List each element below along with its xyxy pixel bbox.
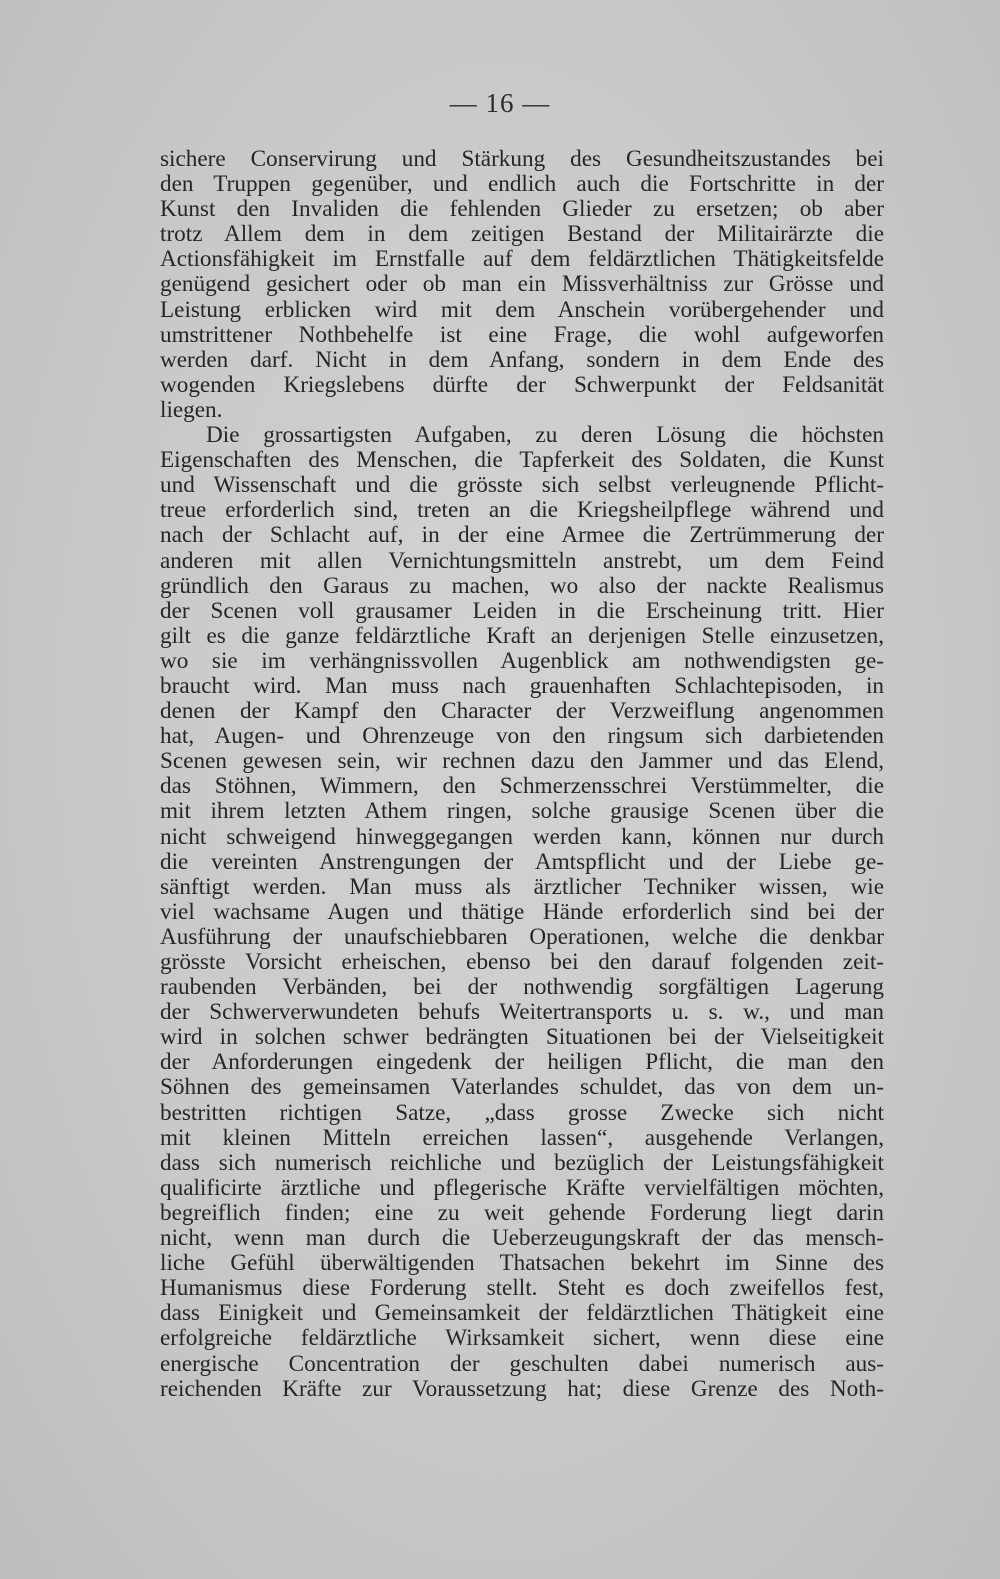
text-line: nicht schweigend hinweggegangen werden kann, können nur durch (160, 824, 884, 850)
paragraph-1 (160, 147, 884, 423)
text-line: mit ihrem letzten Athem ringen, solche grausige Scenen über die (160, 799, 884, 825)
text-line: Scenen gewesen sein, wir rechnen dazu den Jammer und das Elend, (160, 749, 884, 775)
text-line: Söhnen des gemeinsamen Vaterlandes schuldet, das von dem un- (160, 1075, 884, 1101)
text-line: dass sich numerisch reichliche und bezüglich der Leistungsfähigkeit (160, 1150, 884, 1176)
text-line: energische Concentration der geschulten dabei numerisch aus- (160, 1351, 884, 1377)
text-line: liegen. (160, 397, 223, 423)
text-line: raubenden Verbänden, bei der nothwendig sorgfältigen Lagerung (160, 975, 884, 1001)
text-line: der Anforderungen eingedenk der heiligen Pflicht, die man den (160, 1050, 884, 1076)
text-line: Actionsfähigkeit im Ernstfalle auf dem feldärztlichen Thätigkeitsfelde (160, 247, 884, 273)
text-line: wo sie im verhängnissvollen Augenblick am nothwendigsten ge- (160, 648, 884, 674)
text-line: hat, Augen- und Ohrenzeuge von den ringsum sich darbietenden (160, 724, 884, 750)
text-line: und Wissenschaft und die grösste sich selbst verleugnende Pflicht- (160, 473, 884, 499)
text-line: wird in solchen schwer bedrängten Situationen bei der Vielseitigkeit (160, 1025, 884, 1051)
text-line: mit kleinen Mitteln erreichen lassen“, ausgehende Verlangen, (160, 1125, 884, 1151)
text-line: werden darf. Nicht in dem Anfang, sondern in dem Ende des (160, 347, 884, 373)
text-line: begreiflich finden; eine zu weit gehende Forderung liegt darin (160, 1200, 884, 1226)
text-line: genügend gesichert oder ob man ein Missverhältniss zur Grösse und (160, 272, 884, 298)
text-line: Ausführung der unaufschiebbaren Operationen, welche die denkbar (160, 924, 884, 950)
text-line: grösste Vorsicht erheischen, ebenso bei den darauf folgenden zeit- (160, 950, 884, 975)
text-line: bestritten richtigen Satze, „dass grosse Zwecke sich nicht (160, 1100, 884, 1126)
text-line: Humanismus diese Forderung stellt. Steht es doch zweifellos fest, (160, 1276, 884, 1302)
text-line: die vereinten Anstrengungen der Amtspflicht und der Liebe ge- (160, 849, 884, 875)
text-line: liche Gefühl überwältigenden Thatsachen bekehrt im Sinne des (160, 1251, 884, 1277)
text-line: wogenden Kriegslebens dürfte der Schwerpunkt der Feldsanität (160, 372, 884, 398)
text-line: reichenden Kräfte zur Voraussetzung hat; diese Grenze des Noth- (160, 1376, 884, 1402)
text-line: nach der Schlacht auf, in der eine Armee die Zertrümmerung der (160, 523, 884, 549)
text-line: trotz Allem dem in dem zeitigen Bestand der Militairärzte die (160, 222, 884, 248)
text-line: denen der Kampf den Character der Verzweiflung angenommen (160, 699, 884, 725)
text-line: braucht wird. Man muss nach grauenhaften Schlachtepisoden, in (160, 673, 884, 699)
text-line: dass Einigkeit und Gemeinsamkeit der feldärztlichen Thätigkeit eine (160, 1301, 884, 1327)
text-line: den Truppen gegenüber, und endlich auch die Fortschritte in der (160, 172, 884, 198)
text-line: gründlich den Garaus zu machen, wo also der nackte Realismus (160, 573, 884, 599)
text-line: der Scenen voll grausamer Leiden in die Erscheinung tritt. Hier (160, 598, 884, 624)
text-line: nicht, wenn man durch die Ueberzeugungskraft der das mensch- (160, 1226, 884, 1252)
text-line: viel wachsame Augen und thätige Hände erforderlich sind bei der (160, 899, 884, 925)
text-line: treue erforderlich sind, treten an die Kriegsheilpflege während und (160, 498, 884, 524)
page-number: — 16 — (449, 88, 551, 118)
text-line: das Stöhnen, Wimmern, den Schmerzensschrei Verstümmelter, die (160, 774, 884, 800)
text-line: qualificirte ärztliche und pflegerische Kräfte vervielfältigen möchten, (160, 1175, 884, 1201)
text-line: Eigenschaften des Menschen, die Tapferkeit des Soldaten, die Kunst (160, 448, 884, 474)
text-line: Die grossartigsten Aufgaben, zu deren Lösung die höchsten (206, 423, 884, 449)
text-line: Leistung erblicken wird mit dem Anschein vorübergehender und (160, 297, 884, 323)
text-line: sichere Conservirung und Stärkung des Gesundheitszustandes bei (160, 147, 884, 172)
text-line: sänftigt werden. Man muss als ärztlicher Techniker wissen, wie (160, 874, 884, 900)
text-line: gilt es die ganze feldärztliche Kraft an derjenigen Stelle einzusetzen, (160, 623, 884, 649)
text-line: umstrittener Nothbehelfe ist eine Frage, die wohl aufgeworfen (160, 322, 884, 348)
text-line: erfolgreiche feldärztliche Wirksamkeit sichert, wenn diese eine (160, 1326, 884, 1352)
text-line: Kunst den Invaliden die fehlenden Glieder zu ersetzen; ob aber (160, 197, 884, 223)
paragraph-2 (160, 423, 884, 1402)
text-line: der Schwerverwundeten behufs Weitertransports u. s. w., und man (160, 1000, 884, 1026)
text-line: anderen mit allen Vernichtungsmitteln anstrebt, um dem Feind (160, 548, 884, 574)
body-text (160, 147, 884, 1402)
